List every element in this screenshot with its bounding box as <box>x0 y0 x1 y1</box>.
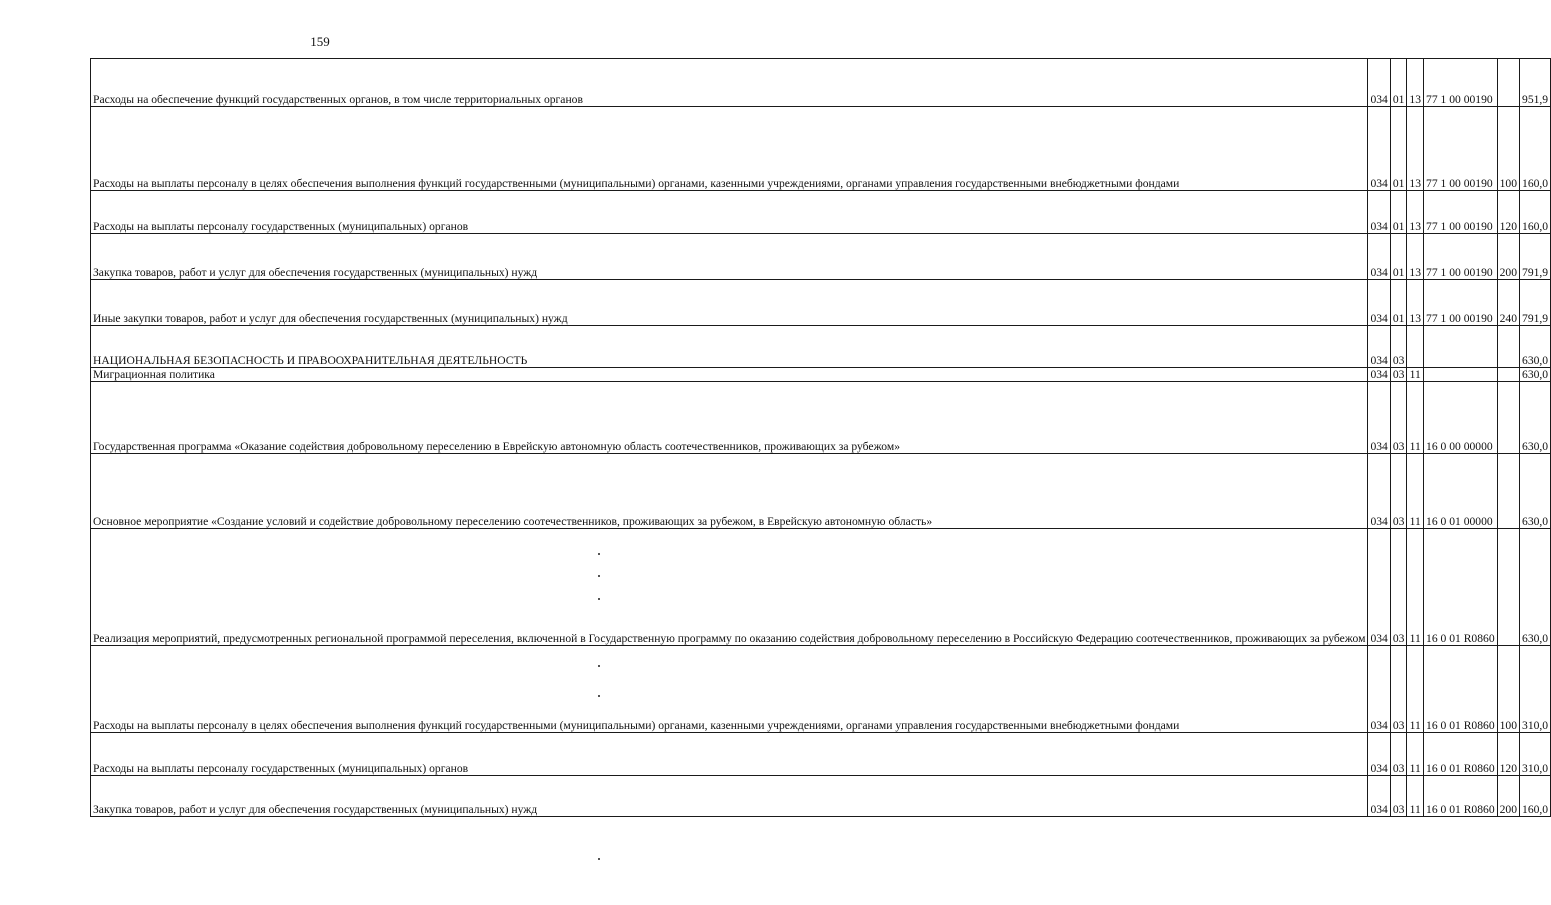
row-amount: 951,9 <box>1520 59 1551 107</box>
row-ved-code: 034 <box>1368 382 1390 454</box>
row-name: Миграционная политика <box>91 368 1368 382</box>
row-name: Расходы на выплаты персоналу государственных (муниципальных) органов <box>91 733 1368 776</box>
row-target-article <box>1424 326 1498 368</box>
row-amount: 160,0 <box>1520 776 1551 817</box>
row-subsection-code <box>1407 326 1424 368</box>
row-ved-code: 034 <box>1368 234 1390 280</box>
row-target-article: 16 0 01 R0860 <box>1424 733 1498 776</box>
row-amount: 791,9 <box>1520 280 1551 326</box>
row-subsection-code: 13 <box>1407 234 1424 280</box>
row-name: Государственная программа «Оказание содействия добровольному переселению в Еврейскую автономную область соотечественников, проживающих за рубежом» <box>91 382 1368 454</box>
row-target-article: 16 0 01 R0860 <box>1424 776 1498 817</box>
row-name: Закупка товаров, работ и услуг для обеспечения государственных (муниципальных) нужд <box>91 776 1368 817</box>
scan-mark <box>598 598 600 600</box>
row-section-code: 03 <box>1390 776 1407 817</box>
row-name: Расходы на выплаты персоналу в целях обеспечения выполнения функций государственными (муниципальными) органами, казенными учреждениями, органами управления государственными внебюджетными фондами <box>91 107 1368 191</box>
table-row <box>91 234 1551 280</box>
row-section-code: 03 <box>1390 733 1407 776</box>
row-name: Расходы на выплаты персоналу в целях обеспечения выполнения функций государственными (муниципальными) органами, казенными учреждениями, органами управления государственными внебюджетными фондами <box>91 646 1368 733</box>
row-ved-code: 034 <box>1368 776 1390 817</box>
row-amount: 630,0 <box>1520 368 1551 382</box>
row-amount: 791,9 <box>1520 234 1551 280</box>
row-amount: 630,0 <box>1520 454 1551 529</box>
row-expense-type <box>1497 454 1519 529</box>
row-subsection-code: 13 <box>1407 191 1424 234</box>
row-amount: 630,0 <box>1520 326 1551 368</box>
row-name: Основное мероприятие «Создание условий и содействие добровольному переселению соотечественников, проживающих за рубежом, в Еврейскую автономную область» <box>91 454 1368 529</box>
table-row <box>91 382 1551 454</box>
table-row <box>91 191 1551 234</box>
row-ved-code: 034 <box>1368 368 1390 382</box>
row-name: Расходы на выплаты персоналу государственных (муниципальных) органов <box>91 191 1368 234</box>
row-subsection-code: 11 <box>1407 733 1424 776</box>
row-amount: 630,0 <box>1520 529 1551 646</box>
page-number: 159 <box>310 34 330 49</box>
row-target-article: 77 1 00 00190 <box>1424 107 1498 191</box>
row-target-article: 77 1 00 00190 <box>1424 280 1498 326</box>
row-section-code: 03 <box>1390 454 1407 529</box>
row-name: НАЦИОНАЛЬНАЯ БЕЗОПАСНОСТЬ И ПРАВООХРАНИТЕЛЬНАЯ ДЕЯТЕЛЬНОСТЬ <box>91 326 1368 368</box>
row-subsection-code: 11 <box>1407 454 1424 529</box>
row-section-code: 03 <box>1390 368 1407 382</box>
row-ved-code: 034 <box>1368 529 1390 646</box>
row-section-code: 01 <box>1390 191 1407 234</box>
row-subsection-code: 13 <box>1407 107 1424 191</box>
row-expense-type <box>1497 59 1519 107</box>
row-target-article: 77 1 00 00190 <box>1424 234 1498 280</box>
row-subsection-code: 13 <box>1407 280 1424 326</box>
scan-mark <box>598 695 600 697</box>
row-expense-type <box>1497 529 1519 646</box>
budget-table <box>90 58 1551 817</box>
row-ved-code: 034 <box>1368 326 1390 368</box>
table-row <box>91 454 1551 529</box>
row-target-article: 16 0 01 R0860 <box>1424 646 1498 733</box>
row-name: Реализация мероприятий, предусмотренных региональной программой переселения, включенной в Государственную программу по оказанию содействия добровольному переселению в Российскую Федерацию соотечественников, проживающих за рубежом <box>91 529 1368 646</box>
row-expense-type <box>1497 368 1519 382</box>
row-section-code: 01 <box>1390 280 1407 326</box>
row-amount: 310,0 <box>1520 733 1551 776</box>
row-ved-code: 034 <box>1368 59 1390 107</box>
row-ved-code: 034 <box>1368 454 1390 529</box>
row-ved-code: 034 <box>1368 733 1390 776</box>
row-target-article: 77 1 00 00190 <box>1424 191 1498 234</box>
row-ved-code: 034 <box>1368 191 1390 234</box>
table-row <box>91 776 1551 817</box>
row-amount: 160,0 <box>1520 107 1551 191</box>
row-expense-type: 240 <box>1497 280 1519 326</box>
scan-mark <box>598 575 600 577</box>
table-row <box>91 59 1551 107</box>
row-expense-type: 120 <box>1497 191 1519 234</box>
scan-mark <box>598 665 600 667</box>
row-subsection-code: 11 <box>1407 368 1424 382</box>
row-subsection-code: 13 <box>1407 59 1424 107</box>
table-row <box>91 733 1551 776</box>
row-expense-type: 200 <box>1497 776 1519 817</box>
scan-mark <box>598 858 600 860</box>
row-target-article <box>1424 368 1498 382</box>
row-expense-type: 100 <box>1497 646 1519 733</box>
row-section-code: 03 <box>1390 529 1407 646</box>
row-amount: 630,0 <box>1520 382 1551 454</box>
row-section-code: 03 <box>1390 646 1407 733</box>
row-section-code: 01 <box>1390 107 1407 191</box>
table-row <box>91 368 1551 382</box>
row-section-code: 03 <box>1390 326 1407 368</box>
row-ved-code: 034 <box>1368 280 1390 326</box>
table-row <box>91 326 1551 368</box>
row-target-article: 16 0 01 00000 <box>1424 454 1498 529</box>
row-name: Иные закупки товаров, работ и услуг для обеспечения государственных (муниципальных) нужд <box>91 280 1368 326</box>
table-row <box>91 646 1551 733</box>
row-amount: 160,0 <box>1520 191 1551 234</box>
row-section-code: 03 <box>1390 382 1407 454</box>
row-expense-type: 120 <box>1497 733 1519 776</box>
scan-mark <box>598 553 600 555</box>
row-section-code: 01 <box>1390 234 1407 280</box>
row-target-article: 77 1 00 00190 <box>1424 59 1498 107</box>
row-expense-type: 100 <box>1497 107 1519 191</box>
row-name: Расходы на обеспечение функций государственных органов, в том числе территориальных органов <box>91 59 1368 107</box>
row-amount: 310,0 <box>1520 646 1551 733</box>
table-row <box>91 529 1551 646</box>
table-row <box>91 107 1551 191</box>
row-target-article: 16 0 00 00000 <box>1424 382 1498 454</box>
row-subsection-code: 11 <box>1407 776 1424 817</box>
row-target-article: 16 0 01 R0860 <box>1424 529 1498 646</box>
row-name: Закупка товаров, работ и услуг для обеспечения государственных (муниципальных) нужд <box>91 234 1368 280</box>
row-ved-code: 034 <box>1368 107 1390 191</box>
row-subsection-code: 11 <box>1407 646 1424 733</box>
table-row <box>91 280 1551 326</box>
row-expense-type <box>1497 326 1519 368</box>
row-ved-code: 034 <box>1368 646 1390 733</box>
row-expense-type: 200 <box>1497 234 1519 280</box>
row-expense-type <box>1497 382 1519 454</box>
row-section-code: 01 <box>1390 59 1407 107</box>
row-subsection-code: 11 <box>1407 382 1424 454</box>
row-subsection-code: 11 <box>1407 529 1424 646</box>
